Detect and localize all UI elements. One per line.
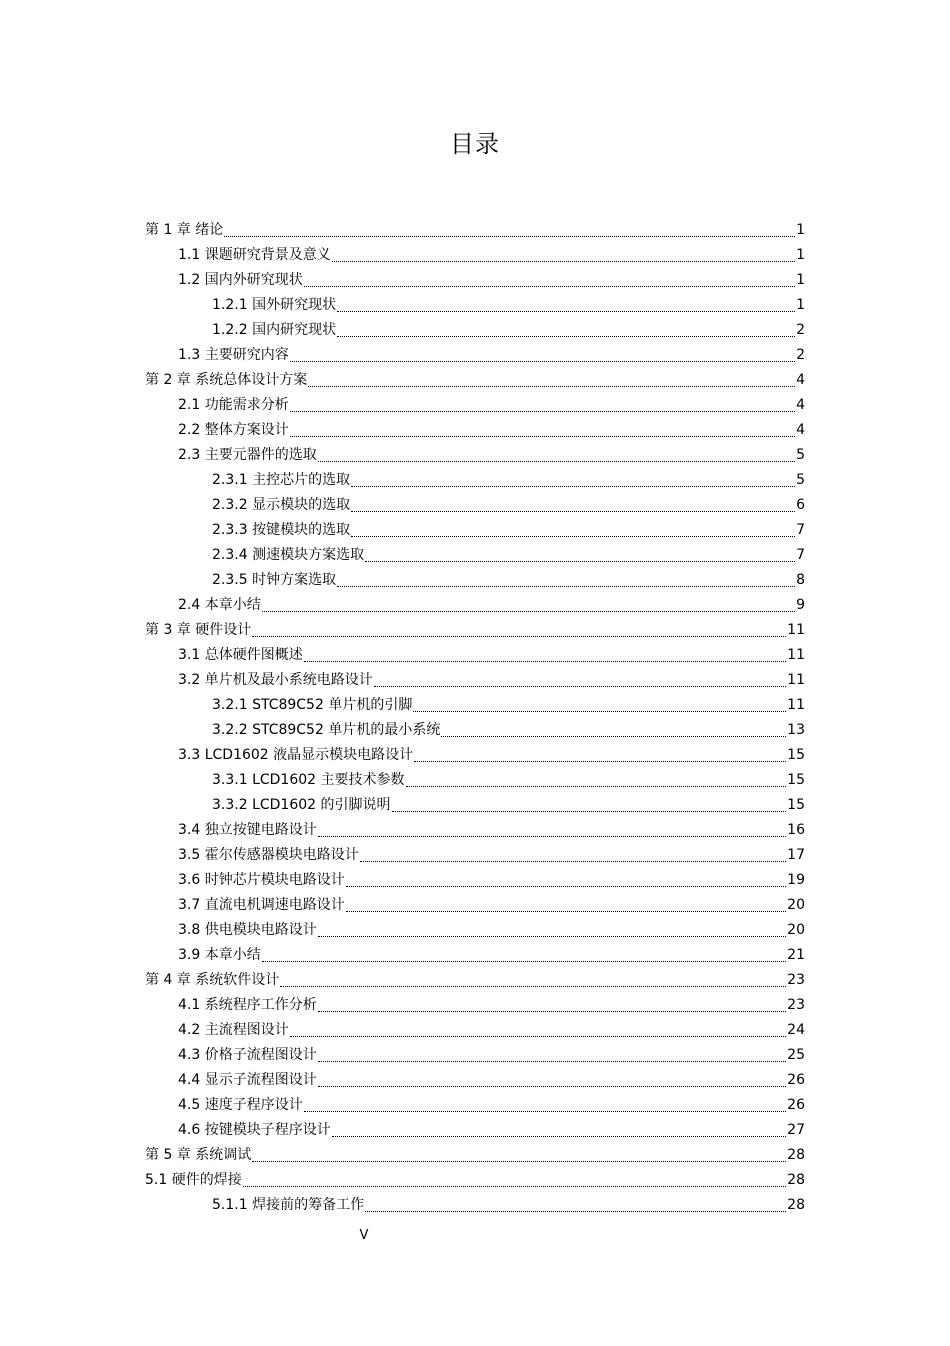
toc-dot-leader <box>337 311 795 312</box>
toc-entry-page: 4 <box>796 397 805 413</box>
toc-entry-label: 3.5 霍尔传感器模块电路设计 <box>178 847 359 863</box>
toc-dot-leader <box>337 336 795 337</box>
toc-dot-leader <box>318 1086 786 1087</box>
toc-entry-label: 第 3 章 硬件设计 <box>145 622 252 638</box>
toc-dot-leader <box>346 886 786 887</box>
toc-dot-leader <box>304 661 786 662</box>
toc-entry-page: 28 <box>787 1197 805 1213</box>
toc-dot-leader <box>318 836 786 837</box>
toc-dot-leader <box>290 411 795 412</box>
toc-entry-label: 1.2 国内外研究现状 <box>178 272 303 288</box>
toc-entry-page: 15 <box>787 772 805 788</box>
toc-entry-page: 26 <box>787 1072 805 1088</box>
toc-dot-leader <box>351 511 795 512</box>
toc-entry-label: 第 2 章 系统总体设计方案 <box>145 372 308 388</box>
toc-entry-label: 2.3.3 按键模块的选取 <box>212 522 351 538</box>
toc-entry-page: 23 <box>787 997 805 1013</box>
toc-entry-page: 27 <box>787 1122 805 1138</box>
toc-entry-label: 3.1 总体硬件图概述 <box>178 647 303 663</box>
toc-dot-leader <box>224 236 795 237</box>
toc-entry[interactable] <box>145 1143 805 1168</box>
toc-entry[interactable] <box>212 518 805 543</box>
toc-entry-page: 2 <box>796 322 805 338</box>
toc-entry-page: 16 <box>787 822 805 838</box>
toc-dot-leader <box>332 261 795 262</box>
toc-entry-page: 24 <box>787 1022 805 1038</box>
toc-dot-leader <box>332 1136 786 1137</box>
toc-entry-page: 5 <box>796 447 805 463</box>
toc-entry-label: 1.1 课题研究背景及意义 <box>178 247 331 263</box>
toc-entry-page: 28 <box>787 1147 805 1163</box>
toc-entry[interactable] <box>212 793 805 818</box>
toc-entry-page: 21 <box>787 947 805 963</box>
toc-entry-label: 2.3.4 测速模块方案选取 <box>212 547 365 563</box>
toc-entry[interactable] <box>212 1193 805 1218</box>
toc-entry-page: 15 <box>787 747 805 763</box>
toc-dot-leader <box>318 936 786 937</box>
toc-entry-page: 11 <box>787 622 805 638</box>
toc-entry[interactable] <box>178 1018 805 1043</box>
toc-dot-leader <box>337 586 795 587</box>
toc-entry-label: 第 1 章 绪论 <box>145 222 224 238</box>
toc-entry[interactable] <box>178 818 805 843</box>
toc-dot-leader <box>351 536 795 537</box>
toc-entry-label: 3.2.2 STC89C52 单片机的最小系统 <box>212 722 441 738</box>
toc-entry[interactable] <box>212 718 805 743</box>
toc-entry-page: 9 <box>796 597 805 613</box>
toc-entry[interactable] <box>178 1118 805 1143</box>
toc-entry[interactable] <box>212 693 805 718</box>
toc-entry-label: 1.3 主要研究内容 <box>178 347 289 363</box>
toc-entry[interactable] <box>212 568 805 593</box>
toc-entry-label: 2.2 整体方案设计 <box>178 422 289 438</box>
toc-entry-page: 1 <box>796 272 805 288</box>
toc-entry-label: 第 5 章 系统调试 <box>145 1147 252 1163</box>
toc-dot-leader <box>318 1061 786 1062</box>
toc-dot-leader <box>392 811 787 812</box>
toc-entry-page: 1 <box>796 297 805 313</box>
toc-entry[interactable] <box>178 1043 805 1068</box>
toc-entry-label: 5.1.1 焊接前的筹备工作 <box>212 1197 365 1213</box>
toc-entry[interactable] <box>212 468 805 493</box>
toc-dot-leader <box>374 686 786 687</box>
toc-dot-leader <box>304 286 795 287</box>
toc-dot-leader <box>262 611 795 612</box>
toc-dot-leader <box>406 786 787 787</box>
toc-entry-page: 17 <box>787 847 805 863</box>
toc-entry[interactable] <box>178 393 805 418</box>
toc-entry-label: 4.6 按键模块子程序设计 <box>178 1122 331 1138</box>
toc-entry[interactable] <box>145 368 805 393</box>
toc-dot-leader <box>290 1036 786 1037</box>
toc-entry-page: 26 <box>787 1097 805 1113</box>
toc-entry-label: 1.2.1 国外研究现状 <box>212 297 337 313</box>
toc-dot-leader <box>280 986 786 987</box>
toc-entry[interactable] <box>145 218 805 243</box>
toc-entry-label: 2.3.5 时钟方案选取 <box>212 572 337 588</box>
toc-entry-label: 4.4 显示子流程图设计 <box>178 1072 317 1088</box>
toc-entry-page: 20 <box>787 897 805 913</box>
toc-dot-leader <box>441 736 786 737</box>
toc-entry[interactable] <box>145 618 805 643</box>
toc-entry-label: 4.5 速度子程序设计 <box>178 1097 303 1113</box>
toc-title: 目录 <box>450 130 500 158</box>
toc-entry[interactable] <box>178 668 805 693</box>
toc-entry[interactable] <box>178 418 805 443</box>
toc-entry-page: 1 <box>796 222 805 238</box>
toc-entry-page: 11 <box>787 697 805 713</box>
toc-entry-page: 25 <box>787 1047 805 1063</box>
toc-entry-page: 4 <box>796 422 805 438</box>
toc-entry-label: 第 4 章 系统软件设计 <box>145 972 280 988</box>
toc-dot-leader <box>360 861 786 862</box>
toc-entry-page: 23 <box>787 972 805 988</box>
toc-entry[interactable] <box>178 893 805 918</box>
toc-entry-page: 19 <box>787 872 805 888</box>
toc-entry-label: 4.1 系统程序工作分析 <box>178 997 317 1013</box>
toc-entry-page: 6 <box>796 497 805 513</box>
toc-entry-page: 15 <box>787 797 805 813</box>
toc-entry-page: 5 <box>796 472 805 488</box>
toc-dot-leader <box>262 961 786 962</box>
toc-dot-leader <box>318 461 795 462</box>
toc-entry[interactable] <box>178 343 805 368</box>
toc-dot-leader <box>243 1186 786 1187</box>
toc-dot-leader <box>290 361 795 362</box>
toc-entry-page: 13 <box>787 722 805 738</box>
toc-entry-page: 11 <box>787 647 805 663</box>
toc-entry-label: 3.2 单片机及最小系统电路设计 <box>178 672 373 688</box>
toc-entry-page: 11 <box>787 672 805 688</box>
toc-dot-leader <box>252 1161 786 1162</box>
toc-entry-label: 3.3.1 LCD1602 主要技术参数 <box>212 772 405 788</box>
toc-entry-label: 3.2.1 STC89C52 单片机的引脚 <box>212 697 413 713</box>
toc-entry[interactable] <box>178 743 805 768</box>
toc-entry[interactable] <box>145 1168 805 1193</box>
toc-dot-leader <box>308 386 795 387</box>
toc-entry[interactable] <box>178 643 805 668</box>
toc-entry[interactable] <box>212 768 805 793</box>
toc-entry[interactable] <box>178 843 805 868</box>
toc-entry[interactable] <box>178 1093 805 1118</box>
toc-entry-page: 4 <box>796 372 805 388</box>
toc-entry-page: 7 <box>796 547 805 563</box>
toc-entry[interactable] <box>212 318 805 343</box>
toc-entry-label: 2.3 主要元器件的选取 <box>178 447 317 463</box>
toc-entry-label: 3.8 供电模块电路设计 <box>178 922 317 938</box>
toc-entry-label: 3.3 LCD1602 液晶显示模块电路设计 <box>178 747 414 763</box>
toc-entry-label: 2.4 本章小结 <box>178 597 261 613</box>
toc-entry-label: 2.1 功能需求分析 <box>178 397 289 413</box>
toc-entry[interactable] <box>178 993 805 1018</box>
toc-dot-leader <box>318 1011 786 1012</box>
toc-entry-label: 4.2 主流程图设计 <box>178 1022 289 1038</box>
toc-dot-leader <box>414 761 786 762</box>
toc-entry[interactable] <box>178 443 805 468</box>
toc-dot-leader <box>413 711 786 712</box>
toc-entry-label: 3.7 直流电机调速电路设计 <box>178 897 345 913</box>
toc-dot-leader <box>290 436 795 437</box>
toc-dot-leader <box>365 1211 786 1212</box>
toc-entry-page: 28 <box>787 1172 805 1188</box>
toc-dot-leader <box>351 486 795 487</box>
toc-entry-page: 20 <box>787 922 805 938</box>
toc-entry-label: 5.1 硬件的焊接 <box>145 1172 242 1188</box>
toc-entry[interactable] <box>178 918 805 943</box>
toc-entry-label: 4.3 价格子流程图设计 <box>178 1047 317 1063</box>
toc-entry-page: 8 <box>796 572 805 588</box>
toc-entry-label: 3.6 时钟芯片模块电路设计 <box>178 872 345 888</box>
toc-entry[interactable] <box>212 543 805 568</box>
toc-entry[interactable] <box>178 943 805 968</box>
toc-entry-page: 1 <box>796 247 805 263</box>
toc-entry-label: 3.4 独立按键电路设计 <box>178 822 317 838</box>
toc-dot-leader <box>304 1111 786 1112</box>
toc-entry[interactable] <box>178 868 805 893</box>
toc-entry[interactable] <box>178 593 805 618</box>
toc-entry-page: 7 <box>796 522 805 538</box>
toc-entry-label: 2.3.1 主控芯片的选取 <box>212 472 351 488</box>
toc-entry-label: 3.9 本章小结 <box>178 947 261 963</box>
toc-entry[interactable] <box>178 243 805 268</box>
toc-entry-label: 3.3.2 LCD1602 的引脚说明 <box>212 797 391 813</box>
toc-dot-leader <box>346 911 786 912</box>
toc-entry-label: 1.2.2 国内研究现状 <box>212 322 337 338</box>
toc-entry-label: 2.3.2 显示模块的选取 <box>212 497 351 513</box>
toc-entry[interactable] <box>212 293 805 318</box>
toc-entry[interactable] <box>178 1068 805 1093</box>
toc-dot-leader <box>365 561 795 562</box>
toc-entry[interactable] <box>212 493 805 518</box>
toc-entry[interactable] <box>145 968 805 993</box>
toc-entry[interactable] <box>178 268 805 293</box>
page-number-footer: V <box>359 1228 369 1243</box>
toc-entry-page: 2 <box>796 347 805 363</box>
toc-dot-leader <box>252 636 786 637</box>
